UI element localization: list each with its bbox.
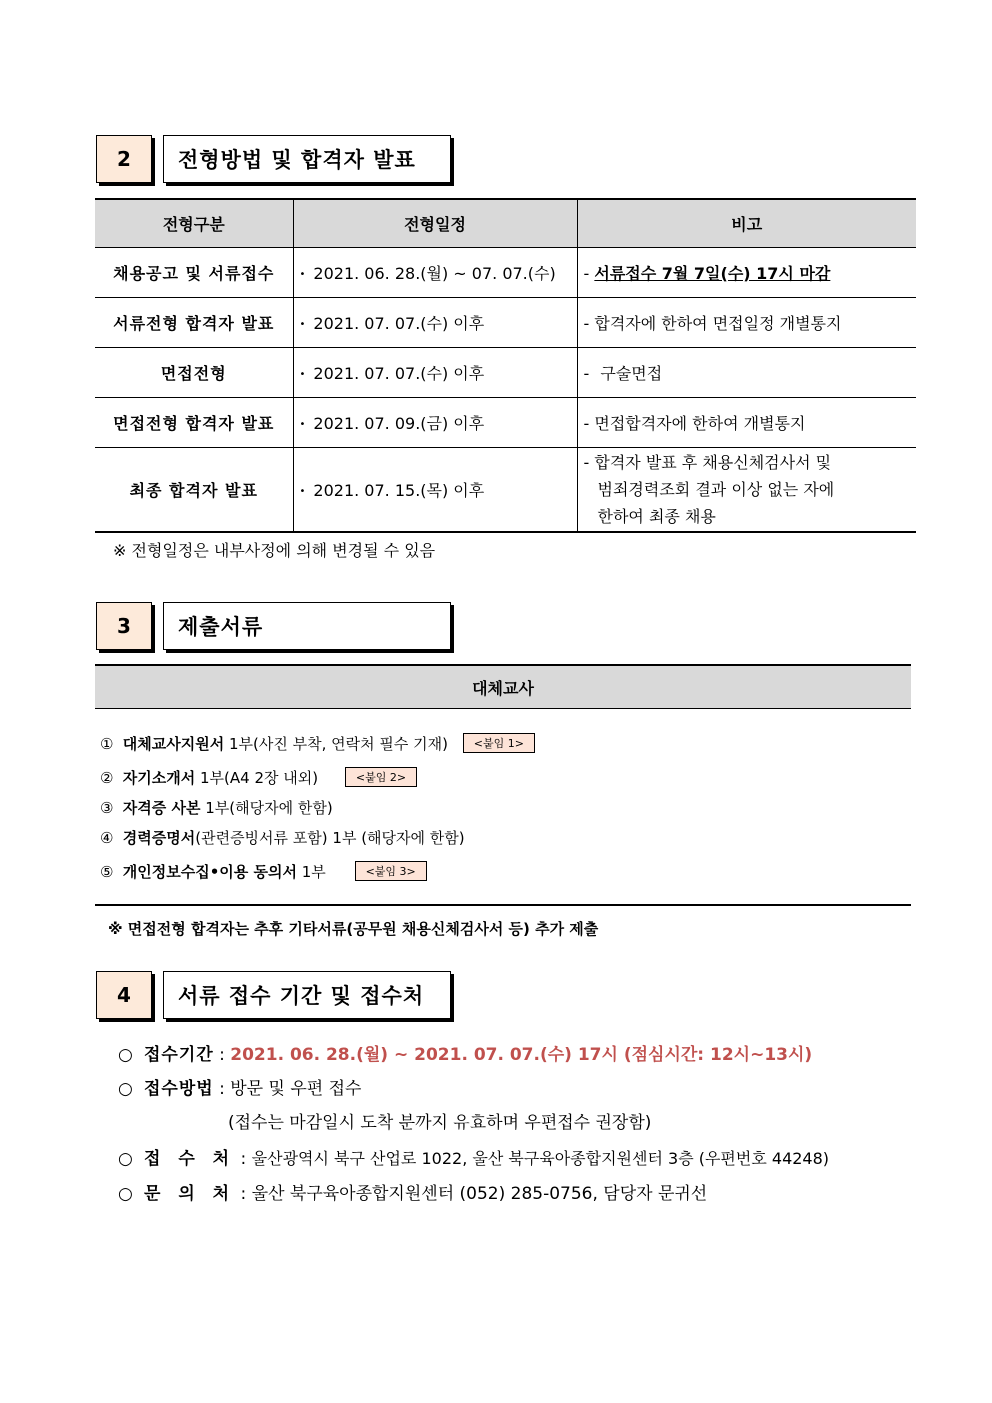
circle-bullet-icon: ○ <box>118 1045 133 1065</box>
info-label: 접수방법 <box>144 1079 214 1099</box>
deadline-note: 서류접수 7월 7일(수) 17시 마감 <box>594 264 831 283</box>
schedule-table <box>95 198 916 533</box>
table-row <box>95 348 916 398</box>
schedule-cell <box>293 298 577 348</box>
stage-cell: 서류전형 합격자 발표 <box>95 298 293 348</box>
note-line <box>584 449 916 476</box>
place-value: 울산광역시 북구 산업로 1022, 울산 북구육아종합지원센터 3층 (우편번호 44248) <box>251 1149 830 1168</box>
circle-bullet-icon: ○ <box>118 1184 133 1204</box>
note-line: 한하여 최종 채용 <box>597 507 716 526</box>
item-name: 개인정보수집•이용 동의서 <box>122 863 297 881</box>
item-number: ② <box>100 769 114 787</box>
item-detail: 1부(사진 부착, 연락처 필수 기재) <box>224 735 448 753</box>
bullet-icon: • <box>299 419 306 430</box>
attachment-tag: <붙임 1> <box>463 733 535 753</box>
note-cell <box>577 398 916 448</box>
item-number: ⑤ <box>100 863 114 881</box>
info-label: 문 의 처 <box>144 1184 236 1204</box>
info-place <box>118 1144 829 1169</box>
header-stage: 전형구분 <box>95 199 293 248</box>
header-schedule: 전형일정 <box>293 199 577 248</box>
schedule-cell <box>293 348 577 398</box>
info-label: 접 수 처 <box>144 1149 236 1169</box>
period-value: 2021. 06. 28.(월) ~ 2021. 07. 07.(수) 17시 (점심시간: 12시~13시) <box>230 1045 813 1065</box>
attachment-tag: <붙임 2> <box>345 767 417 787</box>
stage-cell: 최종 합격자 발표 <box>95 448 293 533</box>
item-name: 자격증 사본 <box>122 799 201 817</box>
item-detail: (관련증빙서류 포함) 1부 (해당자에 한함) <box>195 829 465 847</box>
info-method <box>118 1074 361 1099</box>
list-item <box>100 733 535 755</box>
item-number: ① <box>100 735 114 753</box>
list-item <box>100 827 465 848</box>
info-colon: : <box>213 1079 231 1099</box>
bullet-icon: • <box>299 319 306 330</box>
section-2-title: 전형방법 및 합격자 발표 <box>163 135 451 183</box>
item-detail: 1부(A4 2장 내외) <box>195 769 319 787</box>
note-prefix: - <box>583 364 595 383</box>
note-prefix: - <box>583 314 595 333</box>
header-note: 비고 <box>577 199 916 248</box>
item-detail: 1부(해당자에 한함) <box>200 799 333 817</box>
contact-value: 울산 북구육아종합지원센터 (052) 285-0756, 담당자 문귀선 <box>251 1184 708 1204</box>
bullet-icon: • <box>299 486 306 497</box>
documents-footnote: ※ 면접전형 합격자는 추후 기타서류(공무원 채용신체검사서 등) 추가 제출 <box>108 920 599 938</box>
note-cell <box>577 248 916 298</box>
stage-cell: 면접전형 합격자 발표 <box>95 398 293 448</box>
info-colon: : <box>235 1149 252 1169</box>
info-label: 접수기간 <box>144 1045 214 1065</box>
list-item <box>100 861 427 883</box>
list-item <box>100 767 417 789</box>
note-prefix: - <box>583 414 595 433</box>
method-note: (접수는 마감일시 도착 분까지 유효하며 우편접수 권장함) <box>228 1113 652 1133</box>
note-text: 합격자에 한하여 면접일정 개별통지 <box>594 314 842 333</box>
item-name: 경력증명서 <box>122 829 196 847</box>
note-text: 구술면접 <box>600 364 663 383</box>
schedule-text: 2021. 06. 28.(월) ~ 07. 07.(수) <box>313 264 556 283</box>
schedule-table-header <box>95 199 916 248</box>
schedule-text: 2021. 07. 15.(목) 이후 <box>313 481 485 500</box>
circle-bullet-icon: ○ <box>118 1149 133 1169</box>
note-cell <box>577 298 916 348</box>
note-cell <box>577 448 916 533</box>
divider <box>95 904 911 906</box>
schedule-text: 2021. 07. 07.(수) 이후 <box>313 314 485 333</box>
section-4-number: 4 <box>96 971 152 1019</box>
note-line-text: 합격자 발표 후 채용신체검사서 및 <box>594 453 832 472</box>
item-number: ③ <box>100 799 114 817</box>
item-name: 대체교사지원서 <box>122 735 225 753</box>
schedule-cell <box>293 248 577 298</box>
info-colon: : <box>213 1045 231 1065</box>
stage-cell: 면접전형 <box>95 348 293 398</box>
note-prefix: - <box>583 264 595 283</box>
circle-bullet-icon: ○ <box>118 1079 133 1099</box>
section-4-title: 서류 접수 기간 및 접수처 <box>163 971 451 1019</box>
method-value: 방문 및 우편 접수 <box>230 1079 362 1099</box>
stage-cell: 채용공고 및 서류접수 <box>95 248 293 298</box>
note-cell <box>577 348 916 398</box>
section-3-number: 3 <box>96 602 152 650</box>
item-number: ④ <box>100 829 114 847</box>
note-text: 면접합격자에 한하여 개별통지 <box>594 414 806 433</box>
table-row <box>95 448 916 533</box>
table-row <box>95 298 916 348</box>
schedule-footnote: ※ 전형일정은 내부사정에 의해 변경될 수 있음 <box>113 541 436 560</box>
info-colon: : <box>235 1184 252 1204</box>
bullet-icon: • <box>299 269 306 280</box>
table-row <box>95 398 916 448</box>
table-row <box>95 248 916 298</box>
documents-header: 대체교사 <box>95 664 911 709</box>
info-period <box>118 1040 812 1065</box>
schedule-text: 2021. 07. 07.(수) 이후 <box>313 364 485 383</box>
bullet-icon: • <box>299 369 306 380</box>
list-item <box>100 797 333 818</box>
note-prefix: - <box>583 453 595 472</box>
schedule-cell <box>293 448 577 533</box>
item-name: 자기소개서 <box>122 769 196 787</box>
info-contact <box>118 1179 707 1204</box>
schedule-text: 2021. 07. 09.(금) 이후 <box>313 414 485 433</box>
schedule-cell <box>293 398 577 448</box>
item-detail: 1부 <box>296 863 326 881</box>
note-line: 범죄경력조회 결과 이상 없는 자에 <box>597 480 835 499</box>
section-2-number: 2 <box>96 135 152 183</box>
section-3-title: 제출서류 <box>163 602 451 650</box>
attachment-tag: <붙임 3> <box>355 861 427 881</box>
